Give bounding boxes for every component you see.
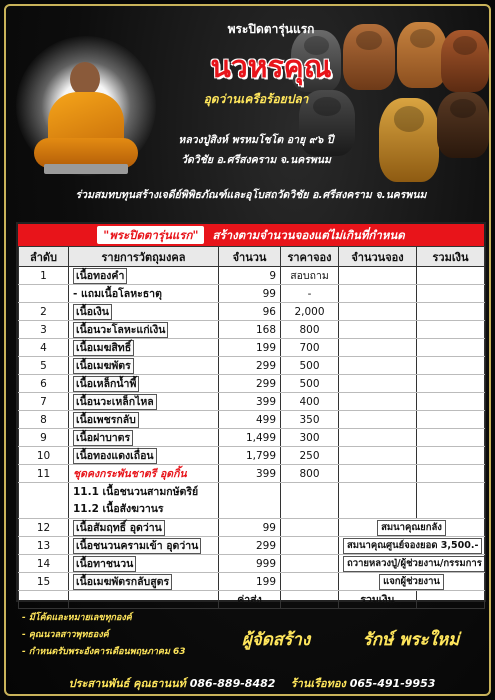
big-title: นวหรคุณ [210, 50, 332, 85]
row-total[interactable] [417, 483, 485, 519]
monk-info [166, 130, 346, 170]
bottom-notes [22, 610, 222, 661]
row-price: 350 [281, 411, 339, 429]
row-item [69, 375, 219, 393]
shipping-label: ค่าส่ง [219, 591, 281, 609]
table-row [19, 573, 485, 591]
note-item: - มีโค้ดและหมายเลขทุกองค์ [22, 613, 132, 623]
table-row [19, 393, 485, 411]
row-qty: 999 [219, 555, 281, 573]
row-price: 500 [281, 357, 339, 375]
row-reserve[interactable] [339, 285, 417, 303]
row-item-label: เนื้อทองแดงเถื่อน [73, 448, 157, 464]
maker-label: ผู้จัดสร้าง [241, 630, 311, 650]
row-reserve[interactable] [339, 321, 417, 339]
row-no: 1 [19, 267, 69, 285]
col-header-reserve: จำนวนจอง [339, 247, 417, 267]
row-qty: 168 [219, 321, 281, 339]
row-no: 14 [19, 555, 69, 573]
row-qty: 399 [219, 393, 281, 411]
col-header-price: ราคาจอง [281, 247, 339, 267]
row-price [281, 483, 339, 519]
row-item-label: เนื้อเพชรกลับ [73, 412, 139, 428]
row-price: 800 [281, 465, 339, 483]
row-no: 5 [19, 357, 69, 375]
row-item-set: ชุดคงกระพันชาตรี อุดกิ้น [69, 465, 219, 483]
grand-total-label: รวมเงิน [339, 591, 417, 609]
row-total[interactable] [417, 285, 485, 303]
row-qty: 299 [219, 537, 281, 555]
col-header-qty: จำนวน [219, 247, 281, 267]
row-item [69, 411, 219, 429]
row-qty: 9 [219, 267, 281, 285]
row-reserve[interactable] [339, 303, 417, 321]
row-item-label: เนื้อเมฆสิทธิ์ [73, 340, 134, 356]
contact-line [12, 674, 491, 692]
row-no: 12 [19, 519, 69, 537]
panel-header-text: สร้างตามจำนวนจองแต่ไม่เกินที่กำหนด [212, 228, 405, 242]
price-table-panel [16, 222, 486, 606]
table-row [19, 285, 485, 303]
row-price [281, 555, 339, 573]
row-price: 400 [281, 393, 339, 411]
row-reserve[interactable] [339, 375, 417, 393]
row-price: 300 [281, 429, 339, 447]
row-note-label: สมนาคุณยกลัง [377, 520, 446, 536]
row-price: 500 [281, 375, 339, 393]
table-row [19, 555, 485, 573]
note-item: - กำหนดรับพระอังคารเดือนพฤษภาคม 63 [22, 647, 186, 657]
table-header-row [19, 247, 485, 267]
row-qty: 99 [219, 285, 281, 303]
row-item-label: เนื้อนวะโลหะแก่เงิน [73, 322, 168, 338]
row-price: - [281, 285, 339, 303]
row-price [281, 573, 339, 591]
row-qty: 199 [219, 573, 281, 591]
row-total[interactable] [417, 411, 485, 429]
row-item [69, 339, 219, 357]
row-item [69, 267, 219, 285]
row-no [19, 285, 69, 303]
row-no: 4 [19, 339, 69, 357]
row-reserve[interactable] [339, 447, 417, 465]
row-item-label: 11.1 เนื้อชนวนสามกษัตริย์ [73, 486, 199, 498]
row-total[interactable] [417, 375, 485, 393]
table-row [19, 483, 485, 519]
row-no: 15 [19, 573, 69, 591]
row-no: 13 [19, 537, 69, 555]
contact-2-phone[interactable]: 065-491-9953 [349, 677, 436, 690]
contact-1-phone[interactable]: 086-889-8482 [189, 677, 276, 690]
row-reserve[interactable] [339, 411, 417, 429]
table-row [19, 339, 485, 357]
row-qty: 96 [219, 303, 281, 321]
row-qty: 1,499 [219, 429, 281, 447]
panel-header [18, 224, 484, 246]
row-no: 6 [19, 375, 69, 393]
row-price: สอบถาม [281, 267, 339, 285]
row-item [69, 357, 219, 375]
row-item [69, 285, 219, 303]
table-row [19, 411, 485, 429]
row-total[interactable] [417, 465, 485, 483]
col-header-total: รวมเงิน [417, 247, 485, 267]
row-note [339, 537, 485, 555]
row-total[interactable] [417, 429, 485, 447]
row-item [69, 303, 219, 321]
row-item-label: เนื้อเหล็กน้ำพี้ [73, 376, 139, 392]
row-price: 250 [281, 447, 339, 465]
row-no: 9 [19, 429, 69, 447]
row-total[interactable] [417, 339, 485, 357]
row-item [69, 393, 219, 411]
row-price: 2,000 [281, 303, 339, 321]
table-row [19, 447, 485, 465]
row-item-label: เนื้อเมฆพัตรกลับสูตร [73, 574, 172, 590]
temple-name-line: วัดวิชัย อ.ศรีสงคราม จ.นครพนม [181, 154, 331, 166]
col-header-item: รายการวัตถุมงคล [69, 247, 219, 267]
poster-frame [4, 4, 491, 696]
col-header-no: ลำดับ [19, 247, 69, 267]
row-no: 2 [19, 303, 69, 321]
table-row [19, 303, 485, 321]
row-note [339, 555, 485, 573]
row-total[interactable] [417, 303, 485, 321]
row-qty: 1,799 [219, 447, 281, 465]
row-item-label: เนื้อสัมฤทธิ์ อุดว่าน [73, 520, 165, 536]
row-total[interactable] [417, 393, 485, 411]
small-title: พระปิดตารุ่นแรก [227, 22, 315, 36]
row-no [19, 483, 69, 519]
subtitle: อุดว่านเครือร้อยปลา [203, 92, 309, 106]
row-item-label: เนื้อเมฆพัตร [73, 358, 134, 374]
row-qty: 299 [219, 375, 281, 393]
table-row [19, 321, 485, 339]
row-item-label: - แถมเนื้อโลหะธาตุ [73, 288, 162, 300]
donation-line: ร่วมสมทบทุนสร้างเจดีย์พิพิธภัณฑ์และอุโบสถวัดวิชัย อ.ศรีสงคราม จ.นครพนม [75, 189, 427, 201]
table-row [19, 375, 485, 393]
maker-name: รักษ์ พระใหม่ [362, 630, 460, 650]
monk-name-line: หลวงปู่สิงห์ พรหมโชโต อายุ ๙๖ ปี [178, 134, 334, 146]
row-no: 8 [19, 411, 69, 429]
row-price: 700 [281, 339, 339, 357]
row-reserve[interactable] [339, 465, 417, 483]
row-item [69, 555, 219, 573]
row-price: 800 [281, 321, 339, 339]
row-item [69, 573, 219, 591]
row-qty: 299 [219, 357, 281, 375]
row-item-label: เนื้อทาชนวน [73, 556, 136, 572]
shipping-value[interactable] [281, 591, 339, 609]
row-reserve[interactable] [339, 483, 417, 519]
monk-portrait [34, 56, 138, 174]
row-qty: 199 [219, 339, 281, 357]
row-qty [219, 483, 281, 519]
price-table [18, 246, 485, 609]
table-row [19, 519, 485, 537]
row-qty: 99 [219, 519, 281, 537]
row-item-label-2: 11.2 เนื้อสังฆวานร [73, 503, 164, 515]
row-no: 3 [19, 321, 69, 339]
row-item-label: เนื้อเงิน [73, 304, 112, 320]
row-total[interactable] [417, 267, 485, 285]
row-price [281, 537, 339, 555]
grand-total-value[interactable] [417, 591, 485, 609]
row-item-label: เนื้อชนวนครามเข้า อุดว่าน [73, 538, 201, 554]
row-item [69, 321, 219, 339]
row-item-label: เนื้อนวะเหล็กไหล [73, 394, 157, 410]
table-row [19, 429, 485, 447]
row-item [69, 447, 219, 465]
panel-header-highlight: "พระปิดตารุ่นแรก" [97, 226, 204, 244]
table-row [19, 537, 485, 555]
row-item-label: เนื้อทองคำ [73, 268, 127, 284]
row-no: 10 [19, 447, 69, 465]
row-reserve[interactable] [339, 393, 417, 411]
table-footer-row [19, 591, 485, 609]
row-reserve[interactable] [339, 357, 417, 375]
row-item [69, 519, 219, 537]
contact-2-label: ร้านเรือทอง [290, 677, 346, 690]
row-note [339, 519, 485, 537]
row-item [69, 483, 219, 519]
row-note [339, 573, 485, 591]
table-row [19, 357, 485, 375]
contact-1-label: ประสานพันธ์ คุณธานนท์ [68, 677, 186, 690]
row-reserve[interactable] [339, 267, 417, 285]
row-qty: 399 [219, 465, 281, 483]
row-total[interactable] [417, 321, 485, 339]
row-item [69, 537, 219, 555]
row-total[interactable] [417, 357, 485, 375]
row-item [69, 429, 219, 447]
row-item-label: เนื้อฝาบาตร [73, 430, 133, 446]
row-reserve[interactable] [339, 339, 417, 357]
table-row [19, 465, 485, 483]
row-note-label: แจกผู้ช่วยงาน [379, 574, 444, 590]
table-row [19, 267, 485, 285]
row-qty: 499 [219, 411, 281, 429]
note-item: - คุณนวลสาวพุทธองค์ [22, 630, 109, 640]
row-price [281, 519, 339, 537]
row-total[interactable] [417, 447, 485, 465]
row-no: 7 [19, 393, 69, 411]
row-reserve[interactable] [339, 429, 417, 447]
row-note-label: ถวายหลวงปู่/ผู้ช่วยงาน/กรรมการ [343, 556, 485, 572]
row-no: 11 [19, 465, 69, 483]
row-note-label: สมนาคุณศูนย์จองยอด 3,500.- [343, 538, 482, 554]
